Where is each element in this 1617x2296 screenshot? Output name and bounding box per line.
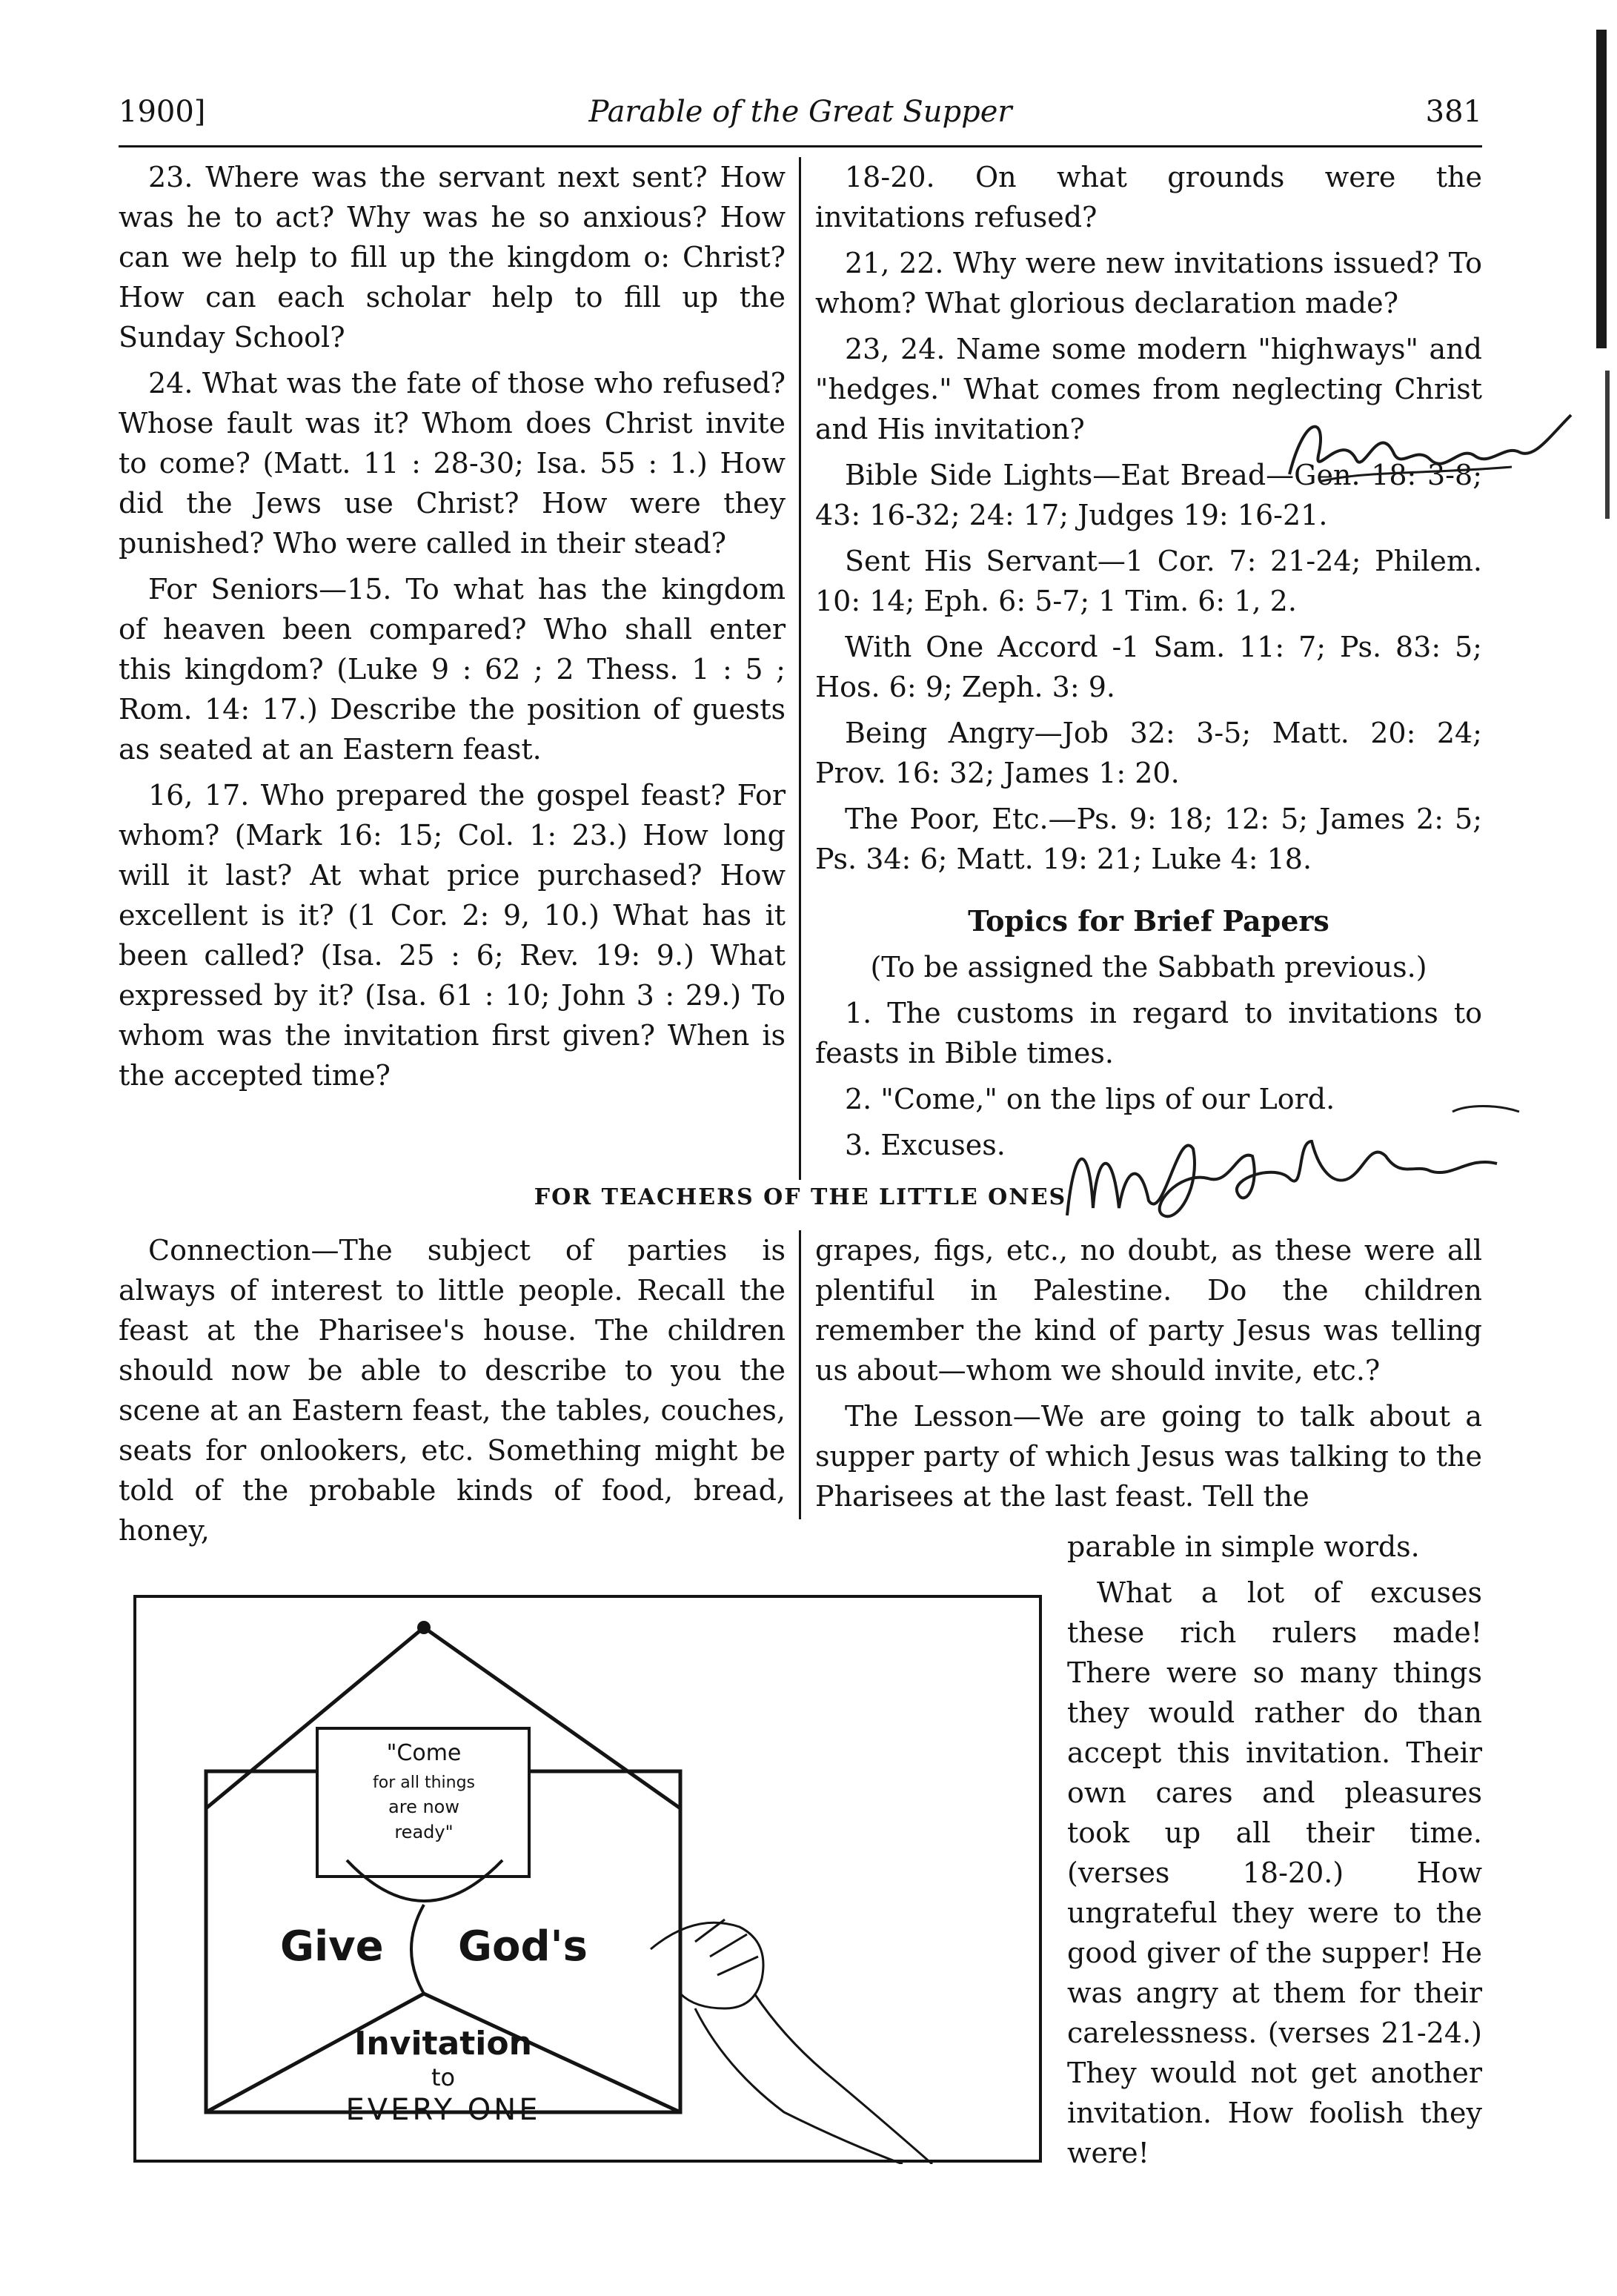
- column-divider-upper: [799, 157, 801, 1180]
- arm-lower: [754, 1994, 932, 2164]
- running-header: [119, 95, 1482, 139]
- hand-fingers: [695, 1920, 758, 1975]
- section-heading: FOR TEACHERS OF THE LITTLE ONES: [534, 1184, 1067, 1210]
- page-number: 381: [1425, 95, 1482, 129]
- column-divider-lower: [799, 1230, 801, 1519]
- connection-paragraph: Connection—The subject of parties is always of interest to little people. Recall the feast at the Pharisee's house. The children should now be able to describe to you the scene at an Eastern feast, the tables, couches, seats for onlookers, etc. Something might be told of the probable kinds of food, bread, honey,: [119, 1234, 786, 1547]
- upper-left-column: [119, 157, 786, 1101]
- card-line-2: for all things: [373, 1774, 475, 1792]
- seniors-paragraph: For Seniors—15. To what has the kingdom of heaven been compared? Who shall enter this kingdom? (Luke 9 : 62 ; 2 Thess. 1 : 5 ; Rom. 14: 17.) Describe the position of guests as seated at an Eastern feast.: [119, 573, 786, 766]
- header-year: 1900]: [119, 95, 206, 129]
- side-lights-paragraph: Being Angry—Job 32: 3-5; Matt. 20: 24; Prov. 16: 32; James 1: 20.: [815, 717, 1482, 789]
- signature-top: [1275, 400, 1586, 504]
- left-word: Give: [280, 1922, 384, 1971]
- arm-upper: [695, 2008, 903, 2164]
- right-word: God's: [458, 1922, 588, 1971]
- lesson-paragraph-end: parable in simple words.: [1067, 1530, 1420, 1563]
- card-line-1: "Come: [386, 1740, 462, 1766]
- question-paragraph: 21, 22. Why were new invitations issued? To whom? What glorious declaration made?: [815, 247, 1482, 319]
- question-paragraph: 16, 17. Who prepared the gospel feast? For whom? (Mark 16: 15; Col. 1: 23.) How long will it last? At what price purchased? How excellent is it? (1 Cor. 2: 9, 10.) What has it been called? (Isa. 25 : 6; Rev. 19: 9.) What expressed by it? (Isa. 61 : 10; John 3 : 29.) To whom was the invitation first given? When is the accepted time?: [119, 779, 786, 1092]
- binding-edge-mark: [1596, 30, 1607, 348]
- upper-right-column: [815, 157, 1482, 1171]
- header-rule: [119, 145, 1482, 147]
- question-paragraph: 18-20. On what grounds were the invitations refused?: [815, 161, 1482, 233]
- bottom-line-3: EVERY ONE: [345, 2093, 541, 2127]
- topic-item: 3. Excuses.: [845, 1129, 1006, 1161]
- topics-title: Topics for Brief Papers: [968, 904, 1329, 938]
- narrow-text-column: [1067, 1527, 1482, 2179]
- card-line-3: are now: [388, 1796, 459, 1817]
- envelope-seal-dot: [417, 1621, 431, 1634]
- lower-right-column: [815, 1230, 1482, 1522]
- lesson-paragraph: The Lesson—We are going to talk about a supper party of which Jesus was talking to the Pharisees at the last feast. Tell the: [815, 1400, 1482, 1513]
- divider-curve: [411, 1905, 424, 1994]
- lower-left-column: [119, 1230, 786, 1556]
- side-lights-paragraph: Bible Side Lights—Eat Bread—Gen. 18: 3-8; 43: 16-32; 24: 17; Judges 19: 16-21.: [815, 459, 1482, 531]
- binding-edge-mark-secondary: [1605, 371, 1610, 519]
- side-lights-paragraph: Sent His Servant—1 Cor. 7: 21-24; Philem. 10: 14; Eph. 6: 5-7; 1 Tim. 6: 1, 2.: [815, 545, 1482, 617]
- question-paragraph: 24. What was the fate of those who refused? Whose fault was it? Whom does Christ invite to come? (Matt. 11 : 28-30; Isa. 55 : 1.) How did the Jews use Christ? How were they punished? Who were called in their stead?: [119, 367, 786, 560]
- bottom-line-1: Invitation: [354, 2025, 532, 2063]
- envelope-illustration: [132, 1593, 1043, 2164]
- lesson-paragraph: grapes, figs, etc., no doubt, as these were all plentiful in Palestine. Do the children remember the kind of party Jesus was telling us about—whom we should invite, etc.?: [815, 1234, 1482, 1387]
- topic-item: 2. "Come," on the lips of our Lord.: [845, 1083, 1335, 1115]
- side-lights-paragraph: The Poor, Etc.—Ps. 9: 18; 12: 5; James 2: 5; Ps. 34: 6; Matt. 19: 21; Luke 4: 18.: [815, 803, 1482, 875]
- question-paragraph: 23. Where was the servant next sent? How was he to act? Why was he so anxious? How can we help to fill up the kingdom o: Christ? How can each scholar help to fill up the Sunday School?: [119, 161, 786, 354]
- side-lights-paragraph: With One Accord -1 Sam. 11: 7; Ps. 83: 5; Hos. 6: 9; Zeph. 3: 9.: [815, 631, 1482, 703]
- card-line-4: ready": [394, 1822, 454, 1842]
- bottom-line-2: to: [431, 2063, 456, 2091]
- topics-subtitle: (To be assigned the Sabbath previous.): [870, 951, 1427, 983]
- signature-bottom: [1052, 1097, 1527, 1238]
- question-paragraph: 23, 24. Name some modern "highways" and "hedges." What comes from neglecting Christ and His invitation?: [815, 333, 1482, 445]
- header-title: Parable of the Great Supper: [588, 95, 1012, 129]
- excuses-paragraph: What a lot of excuses these rich rulers made! There were so many things they would rather do than accept this invitation. Their own cares and pleasures took up all their time. (verses 18-20.) How ungrateful they were to the good giver of the supper! He was angry at them for their carelessness. (verses 21-24.) They would not get another invitation. How foolish they were!: [1067, 1576, 1482, 2169]
- topic-item: 1. The customs in regard to invitations to feasts in Bible times.: [815, 997, 1482, 1069]
